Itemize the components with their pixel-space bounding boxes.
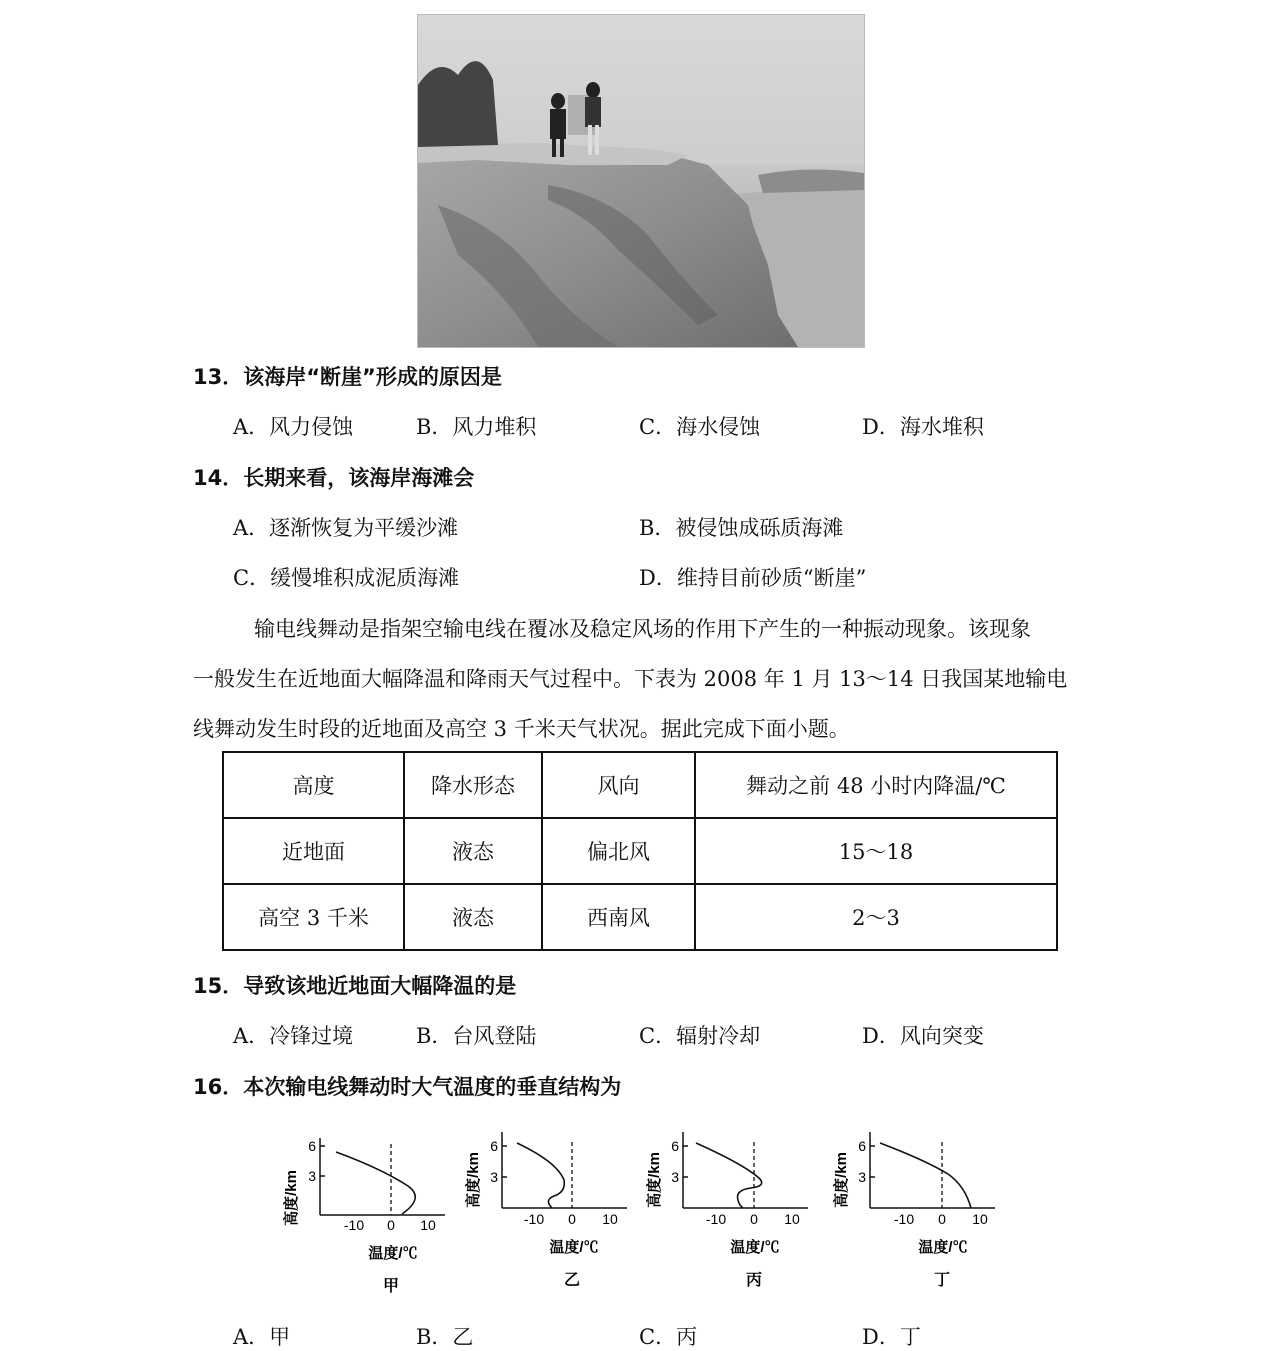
passage-line-2: 一般发生在近地面大幅降温和降雨天气过程中。下表为 2008 年 1 月 13～14 日我国某地输电 bbox=[193, 667, 1068, 691]
table-cell: 15～18 bbox=[695, 818, 1057, 884]
xtick: -10 bbox=[893, 1211, 915, 1227]
table-cell: 液态 bbox=[404, 818, 542, 884]
q15-option-a[interactable]: A．冷锋过境 bbox=[233, 1024, 354, 1048]
table-cell: 液态 bbox=[404, 884, 542, 950]
xtick: 10 bbox=[972, 1211, 988, 1227]
table-row bbox=[223, 884, 1057, 950]
q15-stem: 15．导致该地近地面大幅降温的是 bbox=[193, 974, 517, 998]
weather-table bbox=[222, 751, 1058, 951]
graph-jia bbox=[280, 1128, 455, 1298]
xtick: -10 bbox=[343, 1217, 365, 1233]
q14-option-a[interactable]: A．逐渐恢复为平缓沙滩 bbox=[233, 516, 459, 540]
graph-name: 甲 bbox=[382, 1278, 400, 1295]
table-cell: 近地面 bbox=[223, 818, 404, 884]
graph-ylabel: 高度/km bbox=[833, 1152, 850, 1208]
graph-xlabel: 温度/℃ bbox=[368, 1245, 418, 1262]
xtick: 10 bbox=[784, 1211, 800, 1227]
ytick: 3 bbox=[308, 1168, 316, 1184]
xtick: -10 bbox=[523, 1211, 545, 1227]
q13-option-d[interactable]: D．海水堆积 bbox=[862, 415, 984, 439]
graph-bing bbox=[643, 1122, 818, 1292]
table-header-cell: 舞动之前 48 小时内降温/℃ bbox=[695, 752, 1057, 818]
ytick: 3 bbox=[490, 1169, 498, 1185]
q16-option-a[interactable]: A．甲 bbox=[233, 1325, 291, 1349]
q14-option-b[interactable]: B．被侵蚀成砾质海滩 bbox=[639, 516, 844, 540]
table-header-cell: 高度 bbox=[223, 752, 404, 818]
table-header-cell: 风向 bbox=[542, 752, 695, 818]
ytick: 6 bbox=[858, 1138, 866, 1154]
ytick: 3 bbox=[858, 1169, 866, 1185]
q13-option-b[interactable]: B．风力堆积 bbox=[416, 415, 537, 439]
temperature-curve bbox=[880, 1143, 971, 1208]
q15-option-d[interactable]: D．风向突变 bbox=[862, 1024, 984, 1048]
ytick: 3 bbox=[671, 1169, 679, 1185]
temperature-curve bbox=[696, 1143, 762, 1208]
table-cell: 西南风 bbox=[542, 884, 695, 950]
q14-stem: 14．长期来看，该海岸海滩会 bbox=[193, 466, 475, 490]
ytick: 6 bbox=[308, 1138, 316, 1154]
xtick: 10 bbox=[602, 1211, 618, 1227]
q14-option-c[interactable]: C．缓慢堆积成泥质海滩 bbox=[233, 566, 460, 590]
ytick: 6 bbox=[671, 1138, 679, 1154]
xtick: 0 bbox=[387, 1217, 395, 1233]
graph-xlabel: 温度/℃ bbox=[549, 1239, 599, 1256]
graph-name: 丁 bbox=[933, 1272, 951, 1289]
xtick: 0 bbox=[750, 1211, 758, 1227]
graph-name: 丙 bbox=[745, 1272, 763, 1289]
xtick: 0 bbox=[568, 1211, 576, 1227]
passage-line-3: 线舞动发生时段的近地面及高空 3 千米天气状况。据此完成下面小题。 bbox=[193, 717, 850, 741]
q16-stem: 16．本次输电线舞动时大气温度的垂直结构为 bbox=[193, 1075, 622, 1099]
table-header-cell: 降水形态 bbox=[404, 752, 542, 818]
graph-ylabel: 高度/km bbox=[465, 1152, 482, 1208]
q16-option-b[interactable]: B．乙 bbox=[416, 1325, 474, 1349]
table-cell: 高空 3 千米 bbox=[223, 884, 404, 950]
q13-option-a[interactable]: A．风力侵蚀 bbox=[233, 415, 354, 439]
q13-option-c[interactable]: C．海水侵蚀 bbox=[639, 415, 761, 439]
q13-stem: 13．该海岸“断崖”形成的原因是 bbox=[193, 365, 502, 389]
temperature-curve bbox=[336, 1152, 415, 1214]
xtick: 10 bbox=[420, 1217, 436, 1233]
graph-yi bbox=[462, 1122, 637, 1292]
ytick: 6 bbox=[490, 1138, 498, 1154]
graph-ding bbox=[830, 1122, 1005, 1292]
table-cell: 2～3 bbox=[695, 884, 1057, 950]
table-cell: 偏北风 bbox=[542, 818, 695, 884]
passage-line-1: 输电线舞动是指架空输电线在覆冰及稳定风场的作用下产生的一种振动现象。该现象 bbox=[254, 617, 1031, 641]
table-header-row bbox=[223, 752, 1057, 818]
q16-option-d[interactable]: D．丁 bbox=[862, 1325, 921, 1349]
graph-xlabel: 温度/℃ bbox=[730, 1239, 780, 1256]
q15-option-c[interactable]: C．辐射冷却 bbox=[639, 1024, 761, 1048]
xtick: 0 bbox=[938, 1211, 946, 1227]
graph-xlabel: 温度/℃ bbox=[918, 1239, 968, 1256]
table-row bbox=[223, 818, 1057, 884]
q16-option-c[interactable]: C．丙 bbox=[639, 1325, 698, 1349]
xtick: -10 bbox=[705, 1211, 727, 1227]
coastal-cliff-image bbox=[418, 15, 864, 347]
graph-name: 乙 bbox=[563, 1272, 581, 1289]
graph-ylabel: 高度/km bbox=[646, 1152, 663, 1208]
q15-option-b[interactable]: B．台风登陆 bbox=[416, 1024, 537, 1048]
coastal-cliff-photo bbox=[417, 14, 865, 348]
q14-option-d[interactable]: D．维持目前砂质“断崖” bbox=[639, 566, 867, 590]
graph-ylabel: 高度/km bbox=[283, 1170, 300, 1226]
temperature-curve bbox=[517, 1143, 564, 1208]
